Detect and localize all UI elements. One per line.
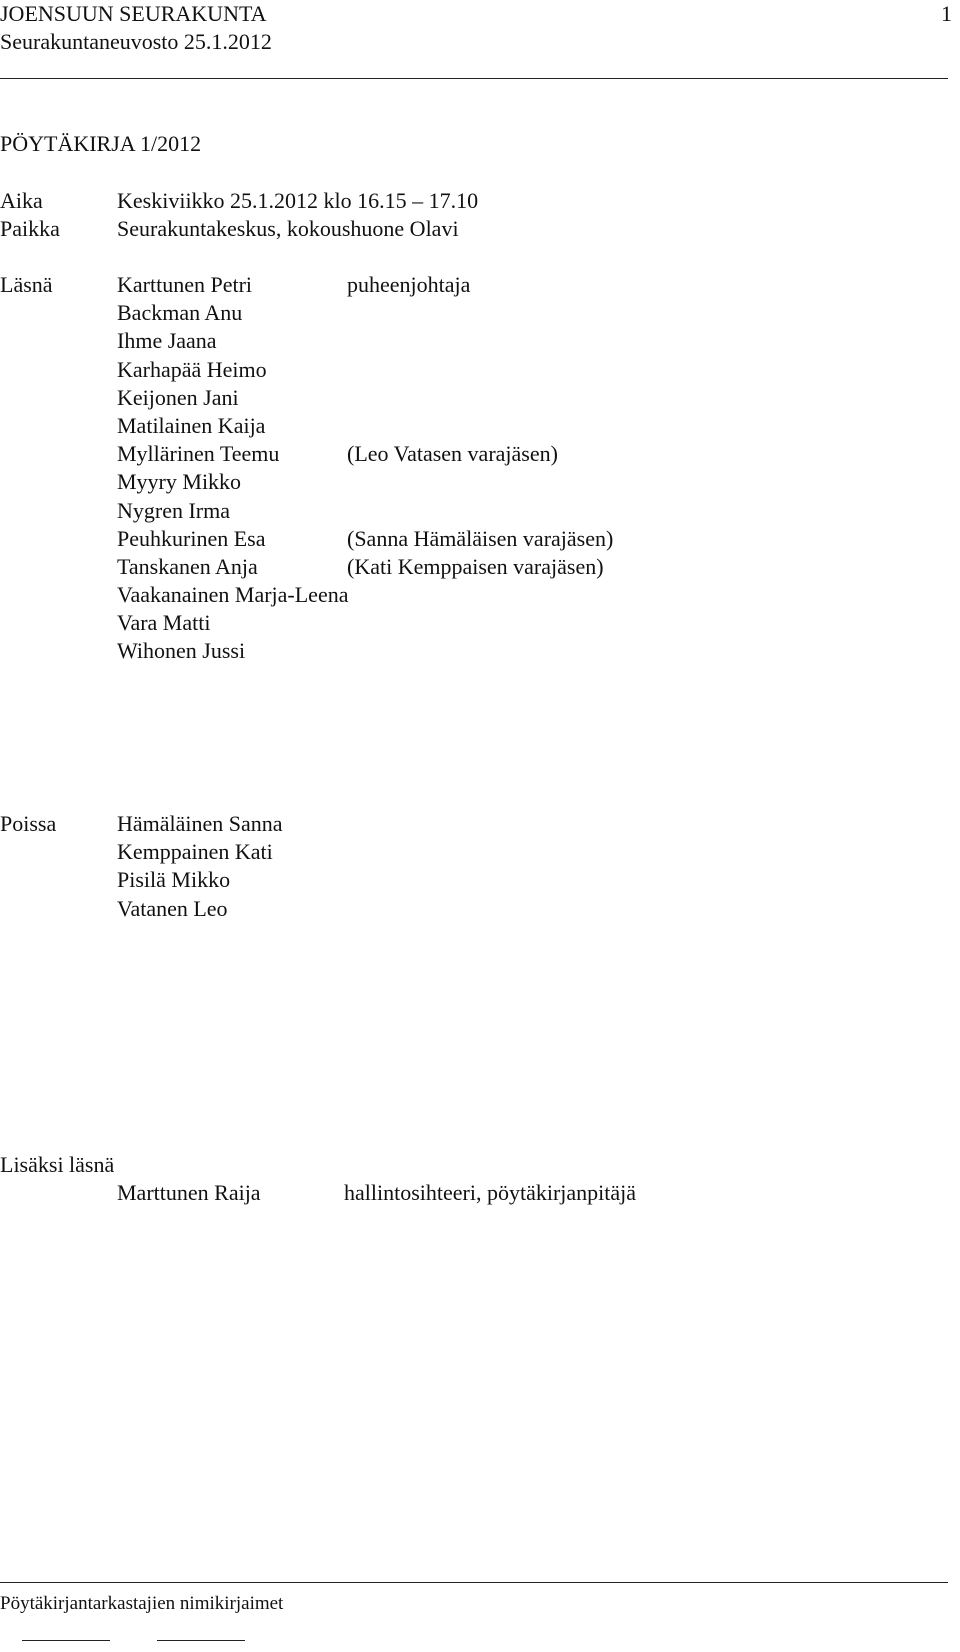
absent-label: Poissa [0,811,57,836]
list-item: Myyry Mikko [117,469,242,495]
list-item: Peuhkurinen Esa [117,525,266,551]
initials-line-1 [22,1640,110,1641]
footer-divider [0,1582,948,1583]
meeting-name: Seurakuntaneuvosto 25.1.2012 [0,29,272,54]
list-item: Backman Anu [117,300,243,326]
organization-name: JOENSUUN SEURAKUNTA [0,1,267,26]
chair-role: puheenjohtaja [347,272,471,297]
page-number: 1 [941,1,952,26]
list-item: Karttunen Petri [117,272,253,297]
list-item: Keijonen Jani [117,384,239,410]
list-item: Wihonen Jussi [117,638,246,664]
additional-label: Lisäksi läsnä [0,1152,115,1177]
list-item: Matilainen Kaija [117,412,266,438]
list-item: Vara Matti [117,610,211,636]
list-item: Hämäläinen Sanna [117,811,283,836]
initials-line-2 [157,1640,245,1641]
additional-name: Marttunen Raija [117,1180,261,1205]
list-item: Vaakanainen Marja-Leena [117,582,349,608]
present-list [117,271,348,666]
list-item: Tanskanen Anja [117,553,258,579]
initials-label: Pöytäkirjantarkastajien nimikirjaimet [0,1593,284,1614]
substitute-note: (Leo Vatasen varajäsen) [347,441,558,466]
header-divider [0,78,948,79]
list-item: Ihme Jaana [117,328,217,354]
list-item: Pisilä Mikko [117,867,231,893]
substitute-note: (Sanna Hämäläisen varajäsen) [347,526,614,551]
time-value: Keskiviikko 25.1.2012 klo 16.15 – 17.10 [117,188,479,213]
present-label: Läsnä [0,272,53,297]
list-item: Karhapää Heimo [117,356,267,382]
list-item: Myllärinen Teemu [117,441,280,467]
additional-role: hallintosihteeri, pöytäkirjanpitäjä [344,1180,637,1205]
place-value: Seurakuntakeskus, kokoushuone Olavi [117,216,459,241]
document-title: PÖYTÄKIRJA 1/2012 [0,131,202,156]
list-item: Kemppainen Kati [117,839,273,865]
absent-list [117,810,283,923]
place-label: Paikka [0,216,60,241]
substitute-note: (Kati Kemppaisen varajäsen) [347,554,604,579]
time-label: Aika [0,188,43,213]
list-item: Vatanen Leo [117,895,228,921]
list-item: Nygren Irma [117,497,231,523]
